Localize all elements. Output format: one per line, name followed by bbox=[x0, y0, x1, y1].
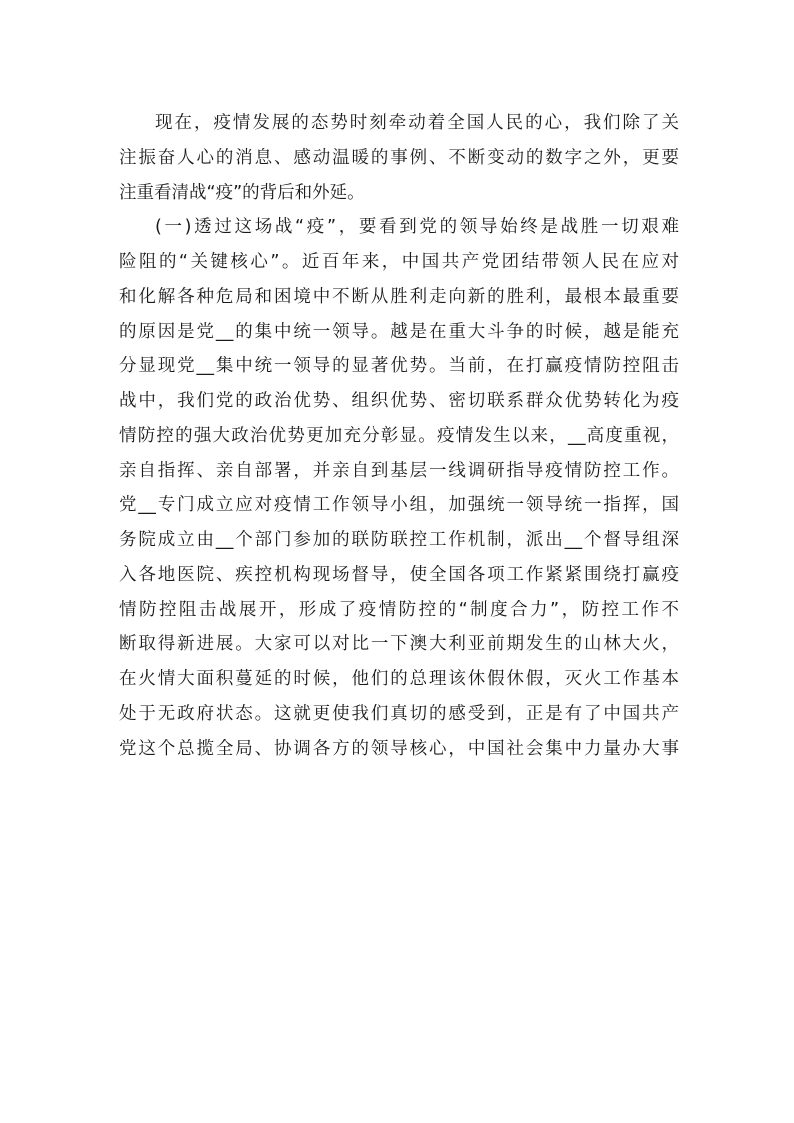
paragraph-line: 的原因是党__的集中统一领导。越是在重大斗争的时候，越是能充 bbox=[119, 321, 679, 342]
paragraph-line: 务院成立由__个部门参加的联防联控工作机制，派出__个督导组深 bbox=[119, 530, 679, 550]
paragraph-line: 战中，我们党的政治优势、组织优势、密切联系群众优势转化为疫 bbox=[119, 391, 679, 411]
paragraph-line: 注重看清战“疫”的背后和外延。 bbox=[119, 182, 365, 203]
paragraph-line: 注振奋人心的消息、感动温暖的事例、不断变动的数字之外，更要 bbox=[119, 147, 679, 168]
paragraph-line: 和化解各种危局和困境中不断从胜利走向新的胜利，最根本最重要 bbox=[119, 286, 679, 307]
paragraph-line: 亲自指挥、亲自部署，并亲自到基层一线调研指导疫情防控工作。 bbox=[119, 460, 679, 481]
paragraph-line: 情防控阻击战展开，形成了疫情防控的“制度合力”，防控工作不 bbox=[119, 599, 679, 620]
paragraph-line: 处于无政府状态。这就更使我们真切的感受到，正是有了中国共产 bbox=[119, 703, 679, 724]
paragraph-line: 情防控的强大政治优势更加充分彰显。疫情发生以来，__高度重视， bbox=[119, 425, 679, 446]
paragraph-line: 分显现党__集中统一领导的显著优势。当前，在打赢疫情防控阻击 bbox=[119, 356, 679, 377]
paragraph-line: 断取得新进展。大家可以对比一下澳大利亚前期发生的山林大火， bbox=[119, 634, 679, 655]
paragraph-line: 险阻的“关键核心”。近百年来，中国共产党团结带领人民在应对 bbox=[119, 252, 679, 272]
paragraph-line: 党__专门成立应对疫情工作领导小组，加强统一领导统一指挥，国 bbox=[119, 495, 679, 516]
paragraph-line: 在火情大面积蔓延的时候，他们的总理该休假休假，灭火工作基本 bbox=[119, 669, 679, 689]
paragraph-line: (一)透过这场战“疫”，要看到党的领导始终是战胜一切艰难 bbox=[155, 217, 679, 238]
paragraph-line: 党这个总揽全局、协调各方的领导核心，中国社会集中力量办大事 bbox=[119, 738, 679, 759]
paragraph-line: 入各地医院、疾控机构现场督导，使全国各项工作紧紧围绕打赢疫 bbox=[119, 564, 679, 585]
body-text bbox=[119, 106, 679, 766]
paragraph-line: 现在，疫情发展的态势时刻牵动着全国人民的心，我们除了关 bbox=[155, 113, 679, 133]
